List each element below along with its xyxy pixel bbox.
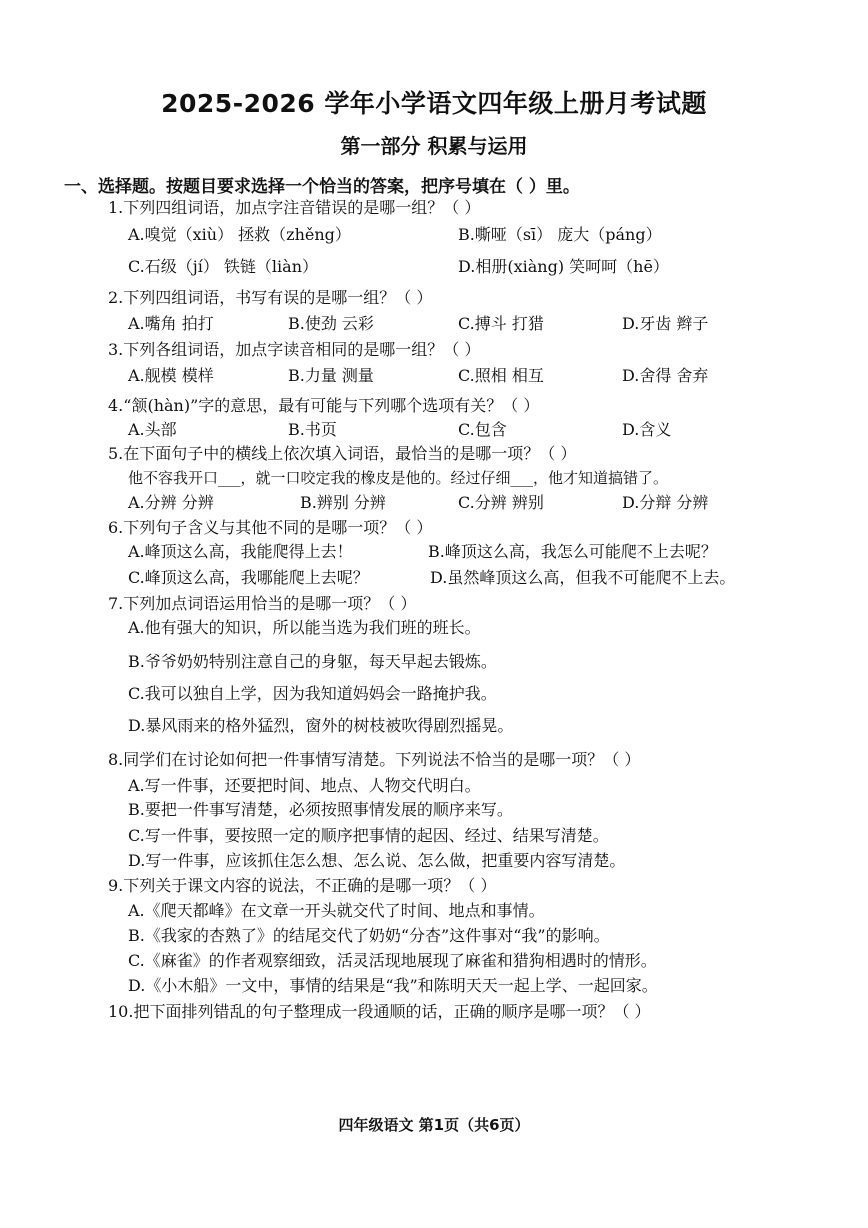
question-6-option-c: C.峰顶这么高，我哪能爬上去呢？ <box>128 568 369 587</box>
question-7-option-c: C.我可以独自上学，因为我知道妈妈会一路掩护我。 <box>128 684 497 703</box>
question-5-option-d: D.分辩 分辨 <box>622 493 709 512</box>
question-10-stem: 10.把下面排列错乱的句子整理成一段通顺的话，正确的顺序是哪一项？（ ） <box>108 1002 651 1021</box>
question-2-option-c: C.搏斗 打猎 <box>458 314 544 333</box>
question-6-option-a: A.峰顶这么高，我能爬得上去！ <box>128 542 353 561</box>
question-6-stem: 6.下列句子含义与其他不同的是哪一项？（ ） <box>108 518 433 537</box>
question-9-option-b: B.《我家的杏熟了》的结尾交代了奶奶“分杏”这件事对“我”的影响。 <box>128 926 610 945</box>
question-4-option-c: C.包含 <box>458 420 507 439</box>
question-7-stem: 7.下列加点词语运用恰当的是哪一项？（ ） <box>108 594 417 613</box>
question-1-option-c: C.石级（jí） 铁链（liàn） <box>128 257 319 276</box>
question-9-option-c: C.《麻雀》的作者观察细致，活灵活现地展现了麻雀和猎狗相遇时的情形。 <box>128 951 657 970</box>
page-title: 2025-2026 学年小学语文四年级上册月考试题 <box>161 89 707 118</box>
question-2-option-d: D.牙齿 辫子 <box>622 314 709 333</box>
question-3-stem: 3.下列各组词语，加点字读音相同的是哪一组？（ ） <box>108 340 481 359</box>
question-1-stem: 1.下列四组词语，加点字注音错误的是哪一组？（ ） <box>108 198 481 217</box>
question-1-option-a: A.嗅觉（xiù） 拯救（zhěng） <box>128 225 351 244</box>
question-9-option-d: D.《小木船》一文中，事情的结果是“我”和陈明天天一起上学、一起回家。 <box>128 976 658 995</box>
question-8-option-b: B.要把一件事写清楚，必须按照事情发展的顺序来写。 <box>128 800 513 819</box>
question-8-option-c: C.写一件事，要按照一定的顺序把事情的起因、经过、结果写清楚。 <box>128 826 609 845</box>
question-5-option-c: C.分辨 辨别 <box>458 493 544 512</box>
question-5-stem: 5.在下面句子中的横线上依次填入词语，最恰当的是哪一项？（ ） <box>108 444 577 463</box>
question-8-option-a: A.写一件事，还要把时间、地点、人物交代明白。 <box>128 776 481 795</box>
question-4-option-b: B.书页 <box>288 420 337 439</box>
question-3-option-b: B.力量 测量 <box>288 366 374 385</box>
question-7-option-a: A.他有强大的知识，所以能当选为我们班的班长。 <box>128 618 481 637</box>
question-6-option-b: B.峰顶这么高，我怎么可能爬不上去呢？ <box>428 542 717 561</box>
question-6-option-d: D.虽然峰顶这么高，但我不可能爬不上去。 <box>430 568 736 587</box>
question-7-option-b: B.爷爷奶奶特别注意自己的身躯，每天早起去锻炼。 <box>128 652 497 671</box>
question-9-stem: 9.下列关于课文内容的说法，不正确的是哪一项？（ ） <box>108 876 497 895</box>
question-2-option-b: B.使劲 云彩 <box>288 314 374 333</box>
question-1-option-b: B.嘶哑（sī） 庞大（páng） <box>458 225 662 244</box>
question-5-sentence: 他不容我开口___，就一口咬定我的橡皮是他的。经过仔细___，他才知道搞错了。 <box>128 469 669 487</box>
question-5-option-b: B.辨别 分辨 <box>300 493 386 512</box>
page-footer: 四年级语文 第1页（共6页） <box>338 1116 530 1134</box>
question-3-option-a: A.舰模 模样 <box>128 366 214 385</box>
question-8-stem: 8.同学们在讨论如何把一件事情写清楚。下列说法不恰当的是哪一项？（ ） <box>108 750 641 769</box>
question-8-option-d: D.写一件事，应该抓住怎么想、怎么说、怎么做，把重要内容写清楚。 <box>128 851 626 870</box>
question-4-option-d: D.含义 <box>622 420 672 439</box>
question-5-option-a: A.分辨 分辨 <box>128 493 214 512</box>
section-heading: 一、选择题。按题目要求选择一个恰当的答案，把序号填在（ ）里。 <box>64 177 580 197</box>
question-9-option-a: A.《爬天都峰》在文章一开头就交代了时间、地点和事情。 <box>128 901 545 920</box>
question-3-option-d: D.舍得 舍弃 <box>622 366 709 385</box>
question-4-option-a: A.头部 <box>128 420 177 439</box>
question-3-option-c: C.照相 相互 <box>458 366 544 385</box>
question-7-option-d: D.暴风雨来的格外猛烈，窗外的树枝被吹得剧烈摇晃。 <box>128 716 514 735</box>
part-title: 第一部分 积累与运用 <box>340 134 528 158</box>
question-2-stem: 2.下列四组词语，书写有误的是哪一组？（ ） <box>108 288 433 307</box>
question-1-option-d: D.相册(xiàng) 笑呵呵（hē） <box>458 257 669 276</box>
question-4-stem: 4.“颔(hàn)”字的意思，最有可能与下列哪个选项有关？（ ） <box>108 396 540 415</box>
question-2-option-a: A.嘴角 拍打 <box>128 314 214 333</box>
